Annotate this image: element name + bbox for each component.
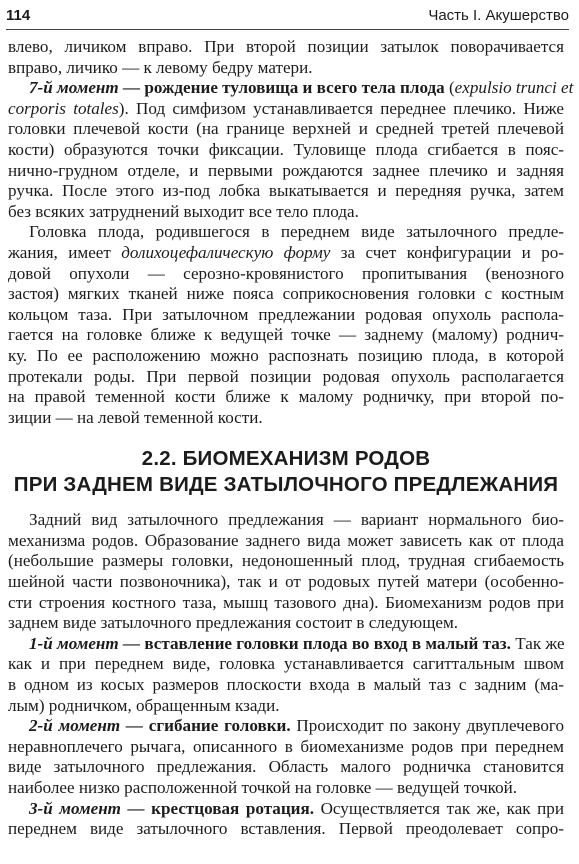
text-line: протекали роды. При первой позиции родовая опухоль располагается: [8, 366, 564, 386]
text-line: [8, 99, 564, 120]
moment-title: рождение туловища и всего тела плода: [144, 78, 445, 98]
latin-term: corporis totales: [8, 98, 119, 118]
text-line: как и при переднем виде, головка устанавливается сагиттальным швом: [8, 654, 564, 674]
text-line: [8, 243, 564, 264]
text-line: зиции — на левой теменной кости.: [8, 407, 263, 427]
text-line: головки плечевой кости (на границе верхней и средней третей плечевой: [8, 119, 564, 139]
text-fragment: (: [444, 78, 455, 98]
page-number: 114: [6, 7, 31, 24]
text-fragment: Происходит по закону двуплечевого: [290, 716, 564, 736]
text-line: неравноплечего рычага, описанного в биомеханизме родов при переднем: [8, 736, 564, 756]
section-heading: [8, 446, 564, 498]
paragraph: [8, 510, 564, 634]
text-line: в одном из косых размеров плоскости входа в малый таз с задним (ма-: [8, 675, 564, 695]
moment-title: вставление головки плода во вход в малый таз.: [144, 633, 511, 653]
text-line: шейной части позвоночника), так и от родовых путей матери (особенно-: [8, 572, 564, 592]
text-line: кольцом таза. При затылочном предлежании родовая опухоль распола-: [8, 304, 564, 324]
paragraph-moment-1: [8, 634, 564, 716]
page-body: [8, 37, 574, 840]
text-fragment: Осуществляется так же, как при: [314, 798, 564, 818]
text-line: нично-грудном отделе, и первыми рождаются заднее плечико и задняя: [8, 160, 564, 180]
paragraph-moment-2: [8, 716, 564, 798]
text-fragment: Так же: [510, 633, 565, 653]
paragraph-moment-7: [8, 78, 574, 222]
moment-label: 7-й момент —: [29, 78, 141, 98]
text-line: без всяких затруднений выходит все тело плода.: [8, 201, 359, 221]
text-line: довой опухоли — серозно-кровянистого пропитывания (венозного: [8, 263, 564, 283]
text-line: переднем виде затылочного вставления. Первой преодолевает сопро-: [8, 819, 564, 839]
moment-title: крестцовая ротация.: [151, 798, 315, 818]
paragraph: [8, 222, 564, 428]
text-line: Головка плода, родившегося в переднем виде затылочного предле-: [29, 222, 564, 242]
header-divider: [6, 29, 569, 30]
text-line: на правой теменной кости ближе к малому родничку, при второй по-: [8, 387, 564, 407]
text-fragment: жания, имеет: [8, 242, 111, 262]
latin-term: expulsio trunci et: [454, 78, 574, 98]
text-line: заднем виде затылочного предлежания состоит в следующем.: [8, 613, 459, 633]
text-line: наиболее низко расположенной точкой на головке — ведущей точкой.: [8, 778, 518, 797]
text-line: ку. По ее расположению можно распознать позицию плода, в которой: [8, 345, 564, 365]
text-line: влево, личиком вправо. При второй позиции затылок поворачивается: [8, 37, 564, 56]
text-line: вправо, личико — к левому бедру матери.: [8, 57, 313, 77]
text-line: Задний вид затылочного предлежания — вариант нормального био-: [29, 510, 564, 530]
running-title: Часть I. Акушерство: [428, 7, 569, 24]
moment-label: 3-й момент —: [29, 798, 145, 818]
text-line: (небольшие размеры головки, недоношенный плод, трудная сгибаемость: [8, 551, 564, 571]
text-line: гается на головке ближе к ведущей точке — заднему (малому) роднич-: [8, 325, 564, 345]
text-line: [8, 799, 564, 820]
text-line: [8, 716, 564, 737]
paragraph-moment-3: [8, 799, 564, 840]
text-line: ручка. После этого из-под лобка выкатывается и передняя ручка, затем: [8, 181, 564, 201]
paragraph: [8, 37, 564, 78]
text-fragment: ). Под симфизом устанавливается переднее плечико. Ниже: [118, 98, 564, 118]
text-line: застоя) мягких тканей ниже пояса соприкосновения головки с костным: [8, 284, 564, 304]
moment-label: 1-й момент —: [29, 633, 141, 653]
page-header: [6, 4, 569, 28]
text-line: кости) образуются точки фиксации. Туловище плода сгибается в пояс-: [8, 139, 564, 159]
text-fragment: за счет конфигурации и ро-: [340, 242, 564, 262]
text-line: лым) родничком, обращенным кзади.: [8, 695, 280, 715]
text-line: [8, 78, 574, 99]
text-line: механизма родов. Образование заднего вида может зависеть как от плода: [8, 530, 564, 550]
text-line: виде затылочного предлежания. Область малого родничка становится: [8, 757, 564, 777]
section-heading-line: ПРИ ЗАДНЕМ ВИДЕ ЗАТЫЛОЧНОГО ПРЕДЛЕЖАНИЯ: [13, 473, 559, 497]
moment-title: сгибание головки.: [148, 716, 291, 736]
italic-term: долихоцефалическую форму: [121, 242, 331, 262]
section-heading-line: 2.2. БИОМЕХАНИЗМ РОДОВ: [141, 447, 431, 471]
text-line: [8, 634, 564, 655]
text-line: сти строения костного таза, мышц тазового дна). Биомеханизм родов при: [8, 592, 564, 612]
moment-label: 2-й момент —: [29, 716, 144, 736]
